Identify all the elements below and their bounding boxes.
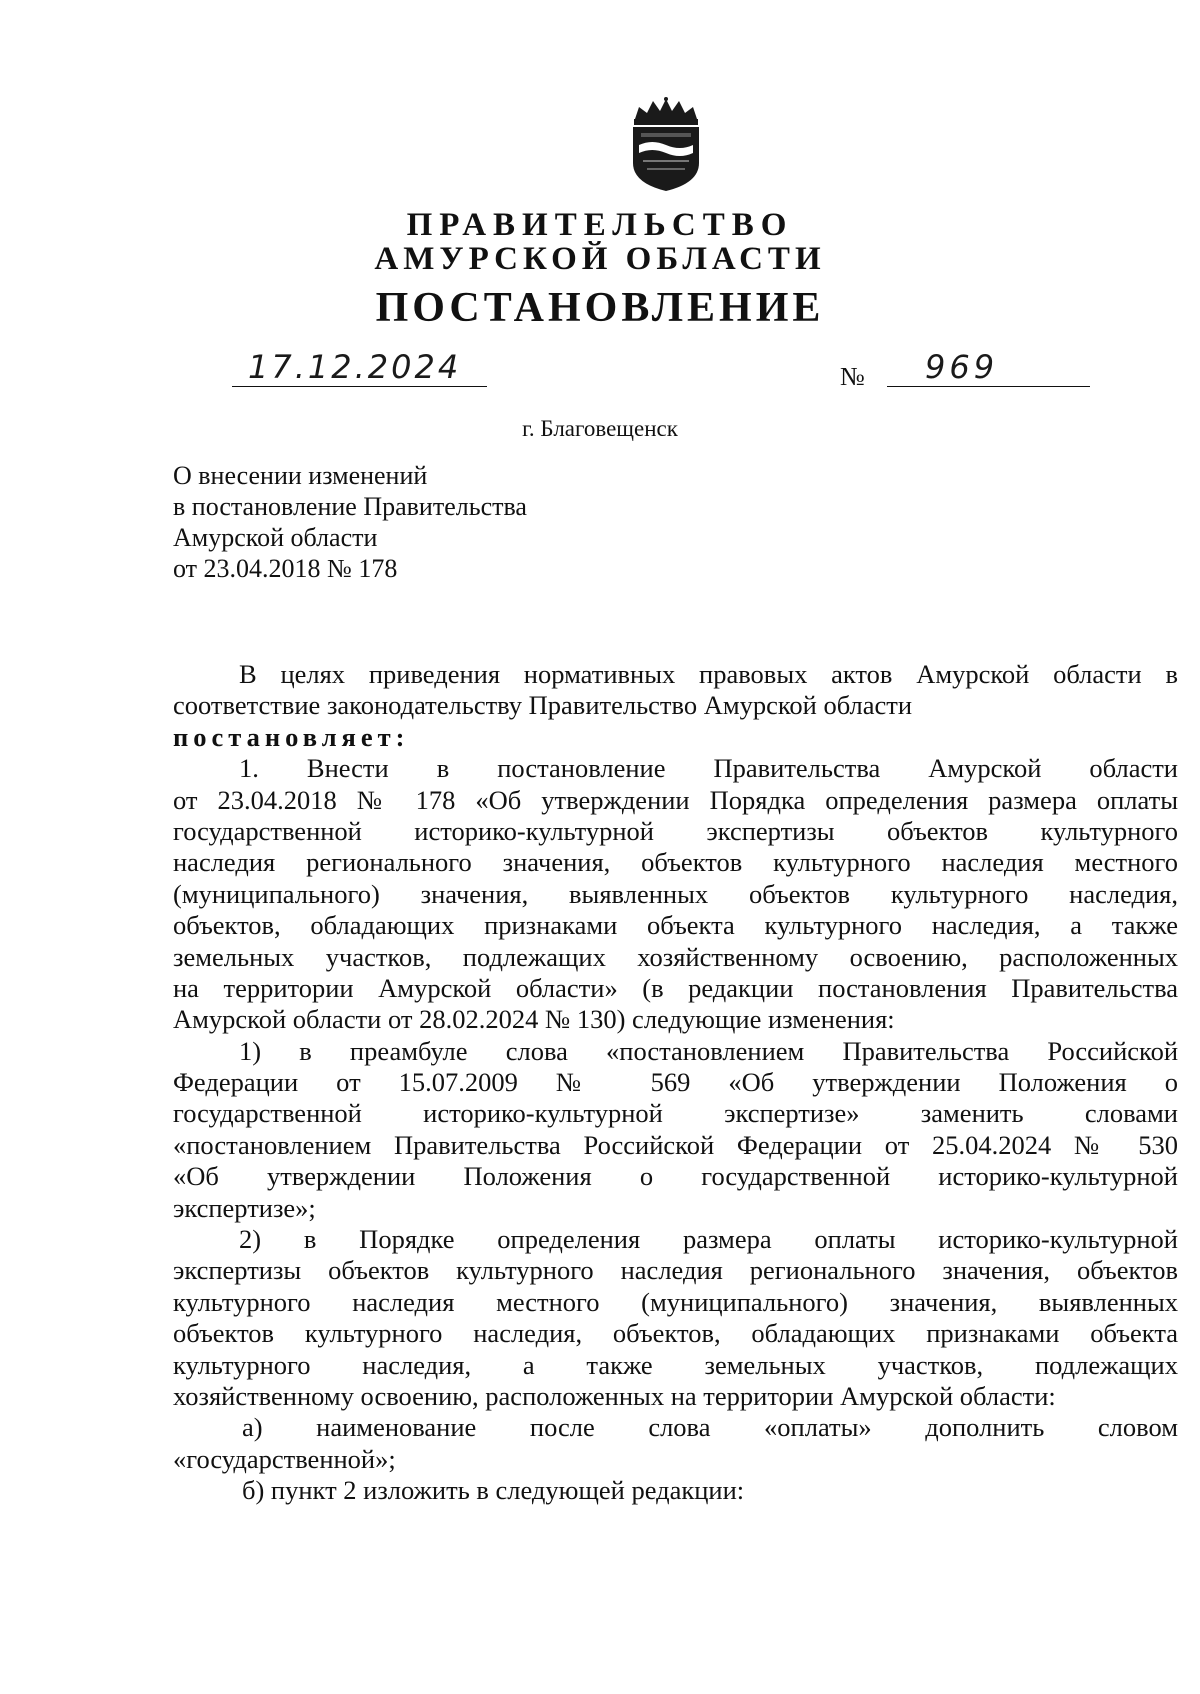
body-line: на территории Амурской области» (в редакции постановления Правительства <box>173 972 1178 1003</box>
body-line: Амурской области от 28.02.2024 № 130) следующие изменения: <box>173 1004 895 1035</box>
document-type-title: ПОСТАНОВЛЕНИЕ <box>375 285 825 331</box>
body-line: «Об утверждении Положения о государственной историко-культурной <box>173 1161 1178 1192</box>
subject-line: в постановление Правительства <box>173 492 527 521</box>
body-line: государственной историко-культурной экспертизе» заменить словами <box>173 1098 1178 1129</box>
subject-line: Амурской области <box>173 523 378 552</box>
amur-region-coat-of-arms-icon <box>625 97 707 193</box>
body-line: «государственной»; <box>173 1443 396 1474</box>
body-line: 1. Внести в постановление Правительства Амурской области <box>239 753 1178 784</box>
body-line: В целях приведения нормативных правовых актов Амурской области в <box>239 659 1178 689</box>
body-line: (муниципального) значения, выявленных объектов культурного наследия, <box>173 878 1178 909</box>
body-line: объектов, обладающих признаками объекта культурного наследия, а также <box>173 910 1178 941</box>
body-line: «постановлением Правительства Российской Федерации от 25.04.2024 № 530 <box>173 1129 1178 1160</box>
subject-line: от 23.04.2018 № 178 <box>173 554 398 583</box>
body-line: Федерации от 15.07.2009 № 569 «Об утверждении Положения о <box>173 1067 1178 1098</box>
body-line: наследия регионального значения, объектов культурного наследия местного <box>173 847 1178 878</box>
body-line: государственной историко-культурной экспертизы объектов культурного <box>173 815 1178 846</box>
city-label: г. Благовещенск <box>522 416 678 441</box>
body-line: 2) в Порядке определения размера оплаты историко-культурной <box>239 1224 1178 1255</box>
body-line: от 23.04.2018 № 178 «Об утверждении Порядка определения размера оплаты <box>173 784 1178 815</box>
body-line: 1) в преамбуле слова «постановлением Правительства Российской <box>239 1035 1178 1066</box>
resolution-keyword: постановляет: <box>173 721 410 752</box>
body-line: земельных участков, подлежащих хозяйственному освоению, расположенных <box>173 941 1178 972</box>
document-body <box>173 659 1178 1507</box>
subject-line: О внесении изменений <box>173 461 428 490</box>
body-line: соответствие законодательству Правительство Амурской области <box>173 690 913 721</box>
handwritten-number: 969 <box>925 348 999 386</box>
header-government: ПРАВИТЕЛЬСТВО <box>406 207 794 243</box>
body-line: объектов культурного наследия, объектов, обладающих признаками объекта <box>173 1318 1178 1349</box>
body-line: б) пункт 2 изложить в следующей редакции: <box>242 1475 745 1506</box>
date-underline <box>232 386 487 387</box>
number-label: № <box>840 362 865 391</box>
body-line: культурного наследия, а также земельных участков, подлежащих <box>173 1349 1178 1380</box>
body-line: культурного наследия местного (муниципального) значения, выявленных <box>173 1286 1178 1317</box>
body-line: а) наименование после слова «оплаты» дополнить словом <box>242 1412 1178 1443</box>
body-line: экспертизы объектов культурного наследия регионального значения, объектов <box>173 1255 1178 1286</box>
body-line: хозяйственному освоению, расположенных на территории Амурской области: <box>173 1380 1056 1411</box>
handwritten-date: 17.12.2024 <box>248 348 462 386</box>
number-underline <box>887 386 1090 387</box>
document-subject <box>173 460 527 584</box>
header-region: АМУРСКОЙ ОБЛАСТИ <box>374 241 826 277</box>
body-line: экспертизе»; <box>173 1192 316 1223</box>
